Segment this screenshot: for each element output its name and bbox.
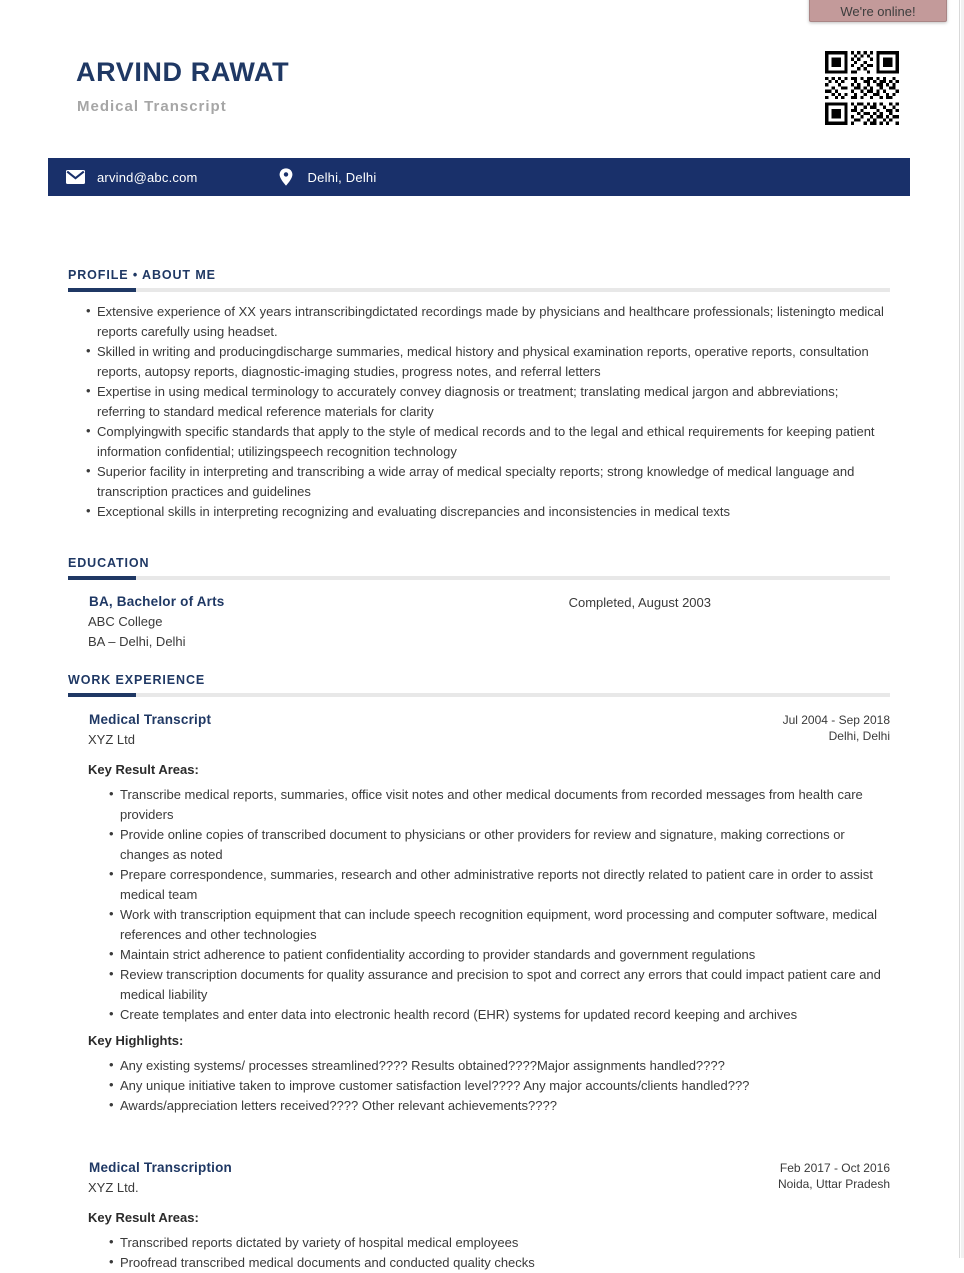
job-meta — [778, 1160, 890, 1192]
list-item: • Proofread transcribed medical documents and conducted quality checks — [68, 1253, 890, 1273]
list-item: • Work with transcription equipment that can include speech recognition equipment, word processing and computer software, medical references and other technologies — [68, 905, 890, 945]
list-item: • Maintain strict adherence to patient confidentiality according to provider standards and government regulations — [68, 945, 890, 965]
job-company: XYZ Ltd — [88, 732, 135, 747]
contact-email-value: arvind@abc.com — [97, 169, 198, 185]
section-work-experience — [68, 673, 890, 1273]
education-status: Completed, August 2003 — [568, 595, 711, 610]
section-rule — [68, 576, 890, 580]
list-item: • Transcribed reports dictated by variety of hospital medical employees — [68, 1233, 890, 1253]
job-title: Medical Transcription — [89, 1160, 232, 1175]
key-highlights-label: Key Highlights: — [88, 1033, 184, 1048]
job-dates: Feb 2017 - Oct 2016 — [779, 1161, 890, 1175]
job-entry — [68, 712, 890, 750]
list-item: • Provide online copies of transcribed document to physicians or other providers for review and signature, making corrections or changes as noted — [68, 825, 890, 865]
job-meta — [783, 712, 890, 744]
section-rule — [68, 693, 890, 697]
chat-widget-label: We're online! — [840, 4, 916, 19]
list-item: • Prepare correspondence, summaries, research and other administrative reports not directly related to patient care in order to assist medical team — [68, 865, 890, 905]
list-item: • Superior facility in interpreting and transcribing a wide array of medical specialty reports; strong knowledge of medical language and transcription practices and guidelines — [68, 462, 890, 502]
profile-bullet-list — [68, 302, 890, 522]
section-header-profile — [68, 268, 890, 292]
job-key-results-list — [68, 1233, 890, 1273]
chat-widget-online-banner[interactable] — [809, 0, 947, 22]
job-entry-left — [68, 1160, 568, 1198]
job-entry-left — [68, 712, 568, 750]
education-degree: BA, Bachelor of Arts — [89, 594, 225, 609]
list-item: • Review transcription documents for quality assurance and precision to spot and correct any errors that could impact patient care and medical liability — [68, 965, 890, 1005]
list-item: • Awards/appreciation letters received???? Other relevant achievements???? — [68, 1096, 890, 1116]
job-key-highlights-list — [68, 1056, 890, 1116]
education-institution: ABC College — [88, 614, 163, 629]
job-location: Noida, Uttar Pradesh — [777, 1177, 890, 1191]
job-dates: Jul 2004 - Sep 2018 — [782, 713, 890, 727]
contact-location-value: Delhi, Delhi — [307, 169, 377, 185]
list-item: • Transcribe medical reports, summaries, office visit notes and other medical documents from recorded messages from health care providers — [68, 785, 890, 825]
list-item: • Any existing systems/ processes streamlined???? Results obtained????Major assignments handled???? — [68, 1056, 890, 1076]
job-entry — [68, 1160, 890, 1198]
job-location: Delhi, Delhi — [828, 729, 890, 743]
education-entry-left — [68, 594, 568, 652]
envelope-icon — [65, 167, 85, 187]
list-item: • Extensive experience of XX years intranscribingdictated recordings made by physicians and healthcare professionals; listeningto medical reports carefully using headset. — [68, 302, 890, 342]
list-item: • Exceptional skills in interpreting recognizing and evaluating discrepancies and inconsistencies in medical texts — [68, 502, 890, 522]
contact-email[interactable] — [65, 158, 198, 196]
key-result-areas-label: Key Result Areas: — [88, 1210, 199, 1225]
candidate-name: ARVIND RAWAT — [76, 57, 290, 87]
education-entry — [68, 594, 890, 652]
job-title: Medical Transcript — [89, 712, 212, 727]
section-education — [68, 556, 890, 652]
section-rule — [68, 288, 890, 292]
qr-code-icon — [822, 48, 902, 128]
education-location: BA – Delhi, Delhi — [88, 634, 186, 649]
resume-header — [0, 0, 960, 155]
map-pin-icon — [276, 167, 296, 187]
contact-location[interactable] — [276, 158, 377, 196]
key-result-areas-label: Key Result Areas: — [88, 762, 199, 777]
resume-body — [68, 268, 890, 1273]
section-title-profile: PROFILE • ABOUT ME — [68, 268, 216, 282]
section-header-work — [68, 673, 890, 697]
section-header-education — [68, 556, 890, 580]
section-title-education: EDUCATION — [68, 556, 150, 570]
list-item: • Any unique initiative taken to improve customer satisfaction level???? Any major accounts/clients handled??? — [68, 1076, 890, 1096]
job-key-results-list — [68, 785, 890, 1025]
section-title-work: WORK EXPERIENCE — [68, 673, 206, 687]
contact-bar — [48, 158, 910, 196]
section-profile — [68, 268, 890, 522]
candidate-role: Medical Transcript — [77, 98, 227, 115]
list-item: • Create templates and enter data into electronic health record (EHR) systems for updated record keeping and archives — [68, 1005, 890, 1025]
list-item: • Expertise in using medical terminology to accurately convey diagnosis or treatment; translating medical jargon and abbreviations; referring to standard medical reference materials for clarity — [68, 382, 890, 422]
job-company: XYZ Ltd. — [88, 1180, 139, 1195]
list-item: • Skilled in writing and producingdischarge summaries, medical history and physical examination reports, operative reports, consultation reports, autopsy reports, diagnostic-imaging studies, progress notes, and referral letters — [68, 342, 890, 382]
list-item: • Complyingwith specific standards that apply to the style of medical records and to the legal and ethical requirements for keeping patient information confidential; utilizingspeech recognition technology — [68, 422, 890, 462]
